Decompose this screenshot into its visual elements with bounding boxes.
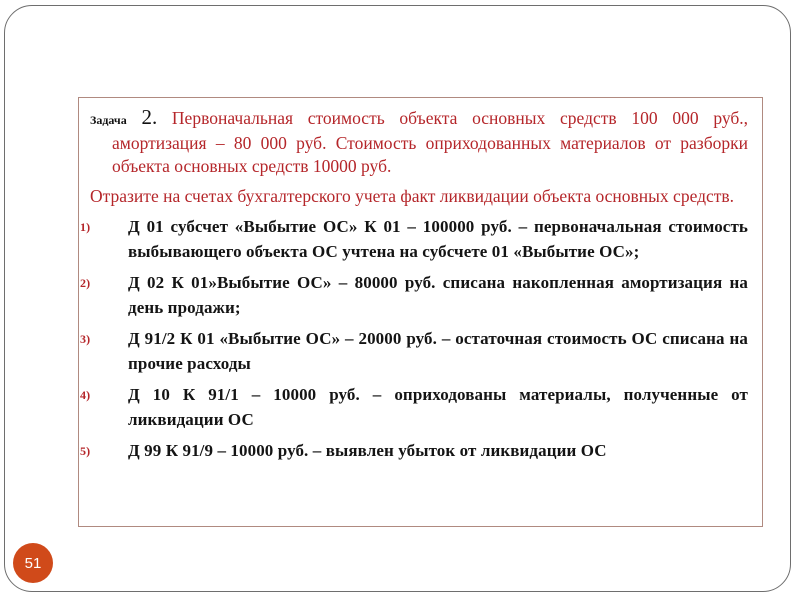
slide-number-badge: 51	[13, 543, 53, 583]
item-number: 2)	[80, 276, 91, 290]
task-number: 2.	[141, 105, 158, 129]
item-number: 1)	[80, 220, 91, 234]
list-item	[80, 439, 748, 464]
item-text: Д 01 субсчет «Выбытие ОС» К 01 – 100000 руб. – первоначальная стоимость выбывающего объекта ОС учтена на субсчете 01 «Выбытие ОС»;	[128, 217, 748, 261]
list-item	[80, 271, 748, 320]
item-number: 4)	[80, 388, 91, 402]
list-item	[80, 383, 748, 432]
item-text: Д 99 К 91/9 – 10000 руб. – выявлен убыток от ликвидации ОС	[128, 441, 607, 460]
task-instruction: Отразите на счетах бухгалтерского учета факт ликвидации объекта основных средств.	[90, 186, 735, 206]
item-number: 3)	[80, 332, 91, 346]
list-item	[80, 215, 748, 264]
task-lead: Задача	[90, 113, 127, 127]
item-text: Д 02 К 01»Выбытие ОС» – 80000 руб. списана накопленная амортизация на день продажи;	[128, 273, 748, 317]
entries-list	[80, 215, 748, 464]
item-text: Д 91/2 К 01 «Выбытие ОС» – 20000 руб. – остаточная стоимость ОС списана на прочие расходы	[128, 329, 748, 373]
task-statement	[90, 106, 748, 178]
item-text: Д 10 К 91/1 – 10000 руб. – оприходованы материалы, полученные от ликвидации ОС	[128, 385, 748, 429]
task-text: Первоначальная стоимость объекта основных средств 100 000 руб., амортизация – 80 000 руб. Стоимость оприходованных материалов от разборки объекта основных средств 10000 руб.	[112, 108, 749, 176]
list-item	[80, 327, 748, 376]
slide-content	[80, 105, 749, 471]
item-number: 5)	[80, 444, 91, 458]
